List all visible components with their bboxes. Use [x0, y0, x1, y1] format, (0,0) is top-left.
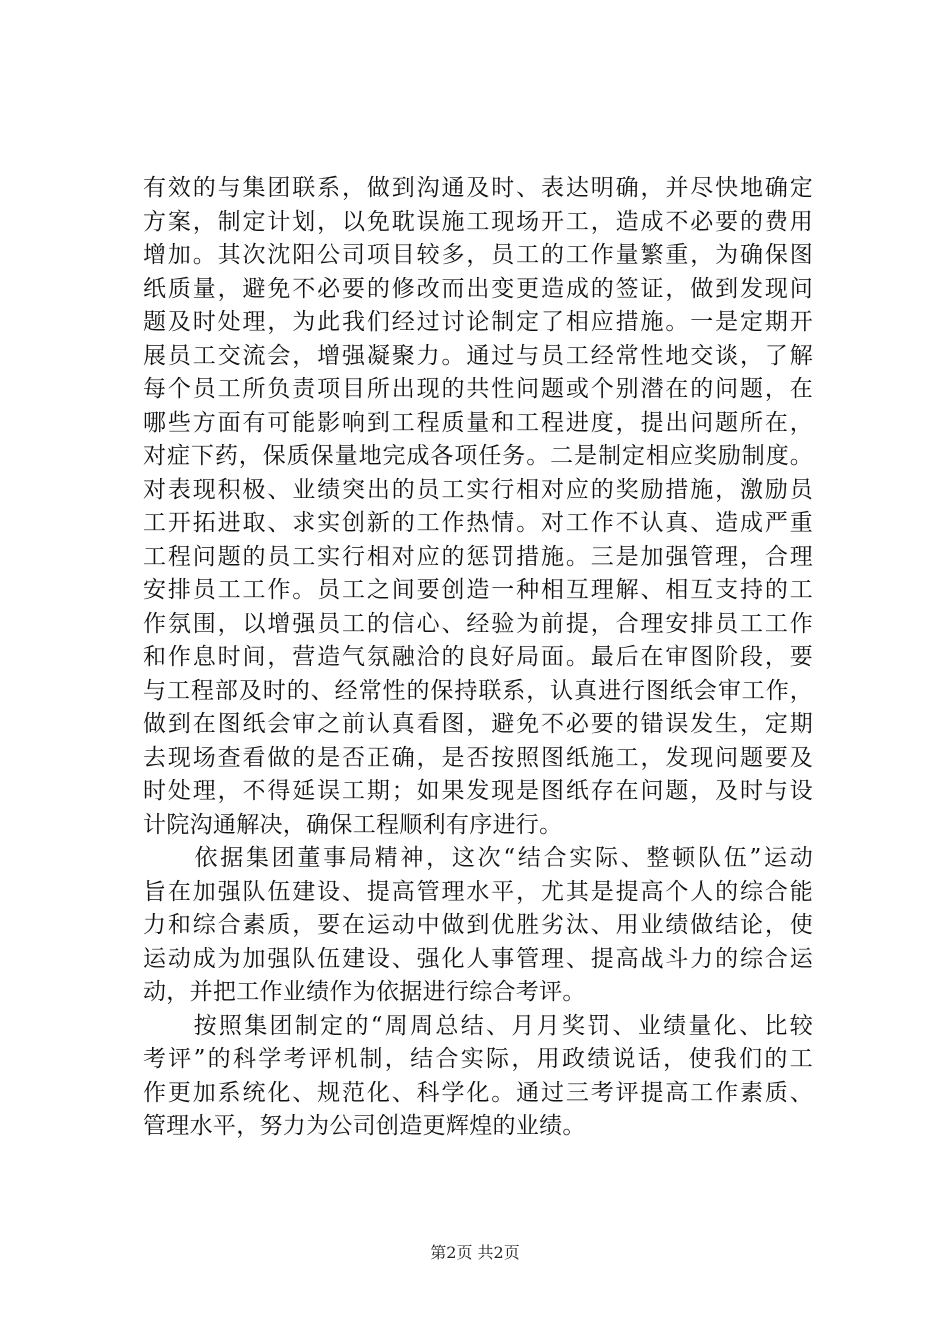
- text-line: 按照集团制定的“周周总结、月月奖罚、业绩量化、比较: [143, 1012, 813, 1039]
- body-text: [143, 172, 813, 1144]
- text-line: 运动成为加强队伍建设、强化人事管理、提高战斗力的综合运: [143, 945, 813, 972]
- text-line: 纸质量，避免不必要的修改而出变更造成的签证，做到发现问: [143, 275, 813, 302]
- text-line: 计院沟通解决，确保工程顺利有序进行。: [143, 811, 563, 838]
- text-line: 对症下药，保质保量地完成各项任务。二是制定相应奖励制度。: [143, 443, 813, 469]
- text-line: 时处理，不得延误工期；如果发现是图纸存在问题，及时与设: [143, 778, 813, 804]
- text-line: 工程问题的员工实行相对应的惩罚措施。三是加强管理，合理: [143, 543, 813, 570]
- page-footer: 第2页 共2页: [430, 1243, 520, 1262]
- text-line: 作氛围，以增强员工的信心、经验为前提，合理安排员工工作: [143, 610, 813, 637]
- text-line: 展员工交流会，增强凝聚力。通过与员工经常性地交谈，了解: [143, 342, 813, 369]
- text-line: 作更加系统化、规范化、科学化。通过三考评提高工作素质、: [143, 1079, 813, 1106]
- text-line: 安排员工工作。员工之间要创造一种相互理解、相互支持的工: [143, 577, 813, 603]
- text-line: 工开拓进取、求实创新的工作热情。对工作不认真、造成严重: [143, 510, 813, 536]
- text-line: 哪些方面有可能影响到工程质量和工程进度，提出问题所在，: [143, 409, 813, 436]
- text-line: 动，并把工作业绩作为依据进行综合考评。: [143, 979, 586, 1005]
- text-line: 做到在图纸会审之前认真看图，避免不必要的错误发生，定期: [143, 711, 813, 737]
- text-line: 与工程部及时的、经常性的保持联系，认真进行图纸会审工作，: [143, 677, 813, 704]
- text-line: 对表现积极、业绩突出的员工实行相对应的奖励措施，激励员: [143, 476, 813, 503]
- text-line: 和作息时间，营造气氛融洽的良好局面。最后在审图阶段，要: [143, 644, 813, 670]
- text-line: 有效的与集团联系，做到沟通及时、表达明确，并尽快地确定: [143, 175, 813, 201]
- text-line: 力和综合素质，要在运动中做到优胜劣汰、用业绩做结论，使: [143, 912, 813, 938]
- text-line: 题及时处理，为此我们经过讨论制定了相应措施。一是定期开: [143, 309, 813, 335]
- text-line: 管理水平，努力为公司创造更辉煌的业绩。: [143, 1113, 586, 1139]
- text-line: 考评”的科学考评机制，结合实际，用政绩说话，使我们的工: [143, 1046, 813, 1072]
- text-line: 旨在加强队伍建设、提高管理水平，尤其是提高个人的综合能: [143, 878, 813, 905]
- text-line: 增加。其次沈阳公司项目较多，员工的工作量繁重，为确保图: [143, 242, 813, 268]
- text-line: 方案，制定计划，以免耽误施工现场开工，造成不必要的费用: [143, 208, 813, 235]
- text-line: 依据集团董事局精神，这次“结合实际、整顿队伍”运动: [143, 845, 813, 871]
- text-line: 去现场查看做的是否正确，是否按照图纸施工，发现问题要及: [143, 744, 813, 771]
- text-line: 每个员工所负责项目所出现的共性问题或个别潜在的问题，在: [143, 376, 813, 402]
